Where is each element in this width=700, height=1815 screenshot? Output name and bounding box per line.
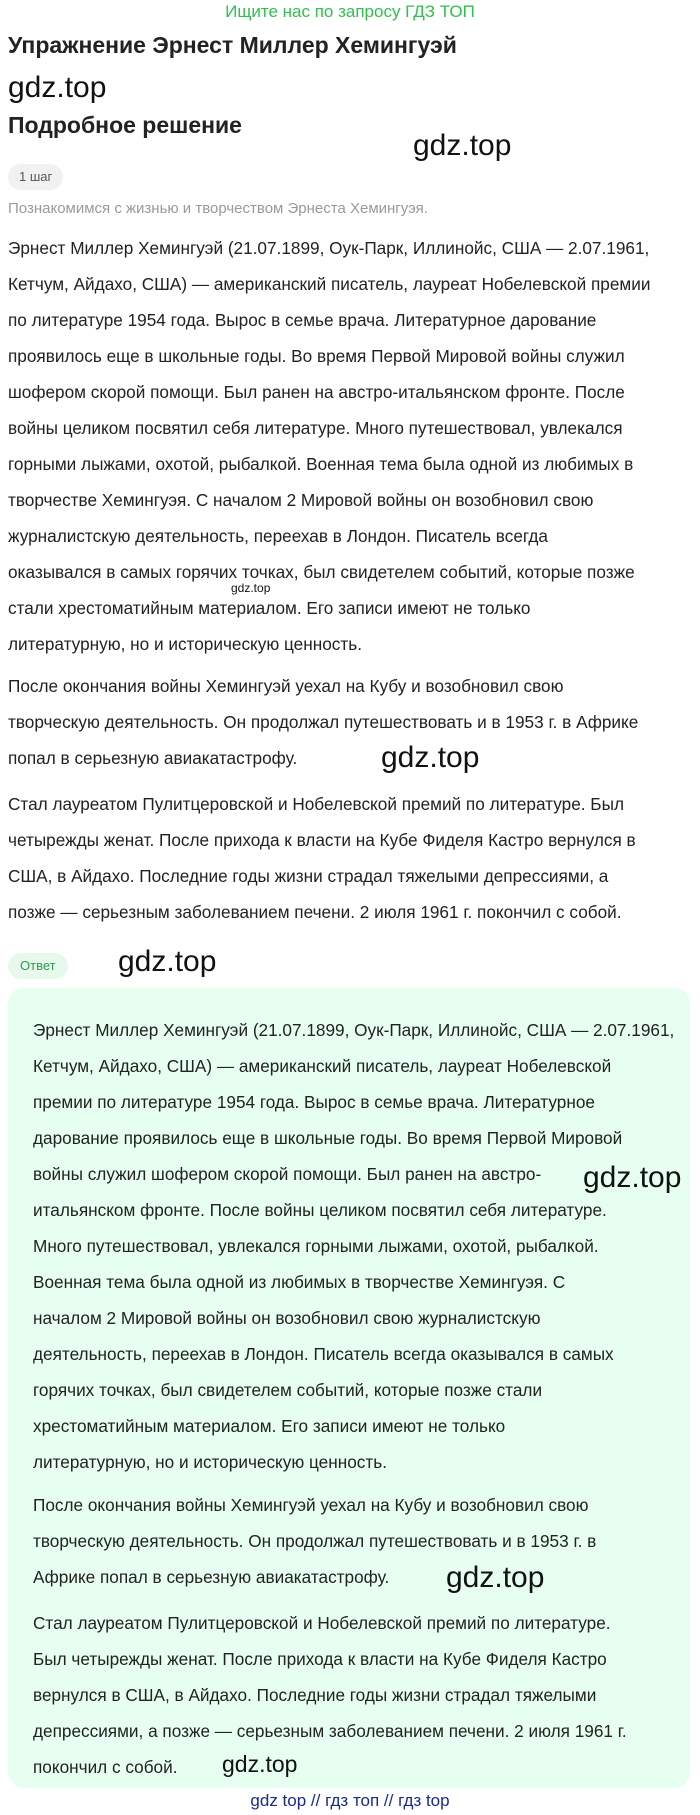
text-line: дарование проявилось еще в школьные годы. Во время Первой Мировой (33, 1128, 623, 1148)
page-title: Упражнение Эрнест Миллер Хемингуэй (8, 32, 457, 58)
text-line: попал в серьезную авиакатастрофу. (8, 748, 298, 768)
text-line: США, в Айдахо. Последние годы жизни страдал тяжелыми депрессиями, а (8, 866, 609, 886)
text-line: литературную, но и историческую ценность. (33, 1452, 387, 1472)
text-line: журналистскую деятельность, переехав в Лондон. Писатель всегда (8, 526, 548, 546)
text-line: четырежды женат. После прихода к власти на Кубе Фиделя Кастро вернулся в (8, 830, 636, 850)
watermark: gdz.top (118, 945, 217, 978)
watermark: gdz.top (446, 1561, 545, 1594)
text-line: Кетчум, Айдахо, США) — американский писатель, лауреат Нобелевской (33, 1056, 612, 1076)
text-line: творчестве Хемингуэя. С началом 2 Мировой войны он возобновил свою (8, 490, 594, 510)
watermark: gdz.top (583, 1161, 682, 1194)
search-banner[interactable]: Ищите нас по запросу ГДЗ ТОП (225, 2, 475, 21)
solution-paragraph-3 (8, 786, 693, 930)
text-line: итальянском фронте. После войны целиком посвятил себя литературе. (33, 1200, 607, 1220)
text-line: позже — серьезным заболеванием печени. 2 июля 1961 г. покончил с собой. (8, 902, 622, 922)
watermark: gdz.top (8, 71, 107, 104)
answer-badge: Ответ (8, 953, 68, 979)
text-line: творческую деятельность. Он продолжал путешествовать и в 1953 г. в (33, 1531, 597, 1551)
solution-heading: Подробное решение (8, 112, 242, 138)
text-line: началом 2 Мировой войны он возобновил свою журналистскую (33, 1308, 541, 1328)
text-line: Был четырежды женат. После прихода к власти на Кубе Фиделя Кастро (33, 1649, 607, 1669)
watermark: gdz.top (413, 129, 512, 162)
text-line: Африке попал в серьезную авиакатастрофу. (33, 1567, 390, 1587)
text-line: После окончания войны Хемингуэй уехал на Кубу и возобновил свою (33, 1495, 589, 1515)
text-line: покончил с собой. (33, 1757, 178, 1777)
text-line: Кетчум, Айдахо, США) — американский писатель, лауреат Нобелевской премии (8, 274, 651, 294)
text-line: шофером скорой помощи. Был ранен на австро-итальянском фронте. После (8, 382, 625, 402)
solution-paragraph-2 (8, 668, 693, 776)
text-line: депрессиями, а позже — серьезным заболеванием печени. 2 июля 1961 г. (33, 1721, 627, 1741)
text-line: деятельность, переехав в Лондон. Писатель всегда оказывался в самых (33, 1344, 614, 1364)
text-line: Много путешествовал, увлекался горными лыжами, охотой, рыбалкой. (33, 1236, 599, 1256)
text-line: После окончания войны Хемингуэй уехал на Кубу и возобновил свою (8, 676, 564, 696)
text-line: оказывался в самых горячих точках, был свидетелем событий, которые позже (8, 562, 635, 582)
step-badge: 1 шаг (8, 164, 63, 190)
text-line: Стал лауреатом Пулитцеровской и Нобелевской премий по литературе. (33, 1613, 611, 1633)
footer-links[interactable]: gdz top // гдз топ // гдз top (250, 1791, 450, 1810)
text-line: творческую деятельность. Он продолжал путешествовать и в 1953 г. в Африке (8, 712, 639, 732)
text-line: премии по литературе 1954 года. Вырос в семье врача. Литературное (33, 1092, 595, 1112)
watermark: gdz.top (381, 741, 480, 774)
text-line: стали хрестоматийным материалом. Его записи имеют не только (8, 598, 531, 618)
text-line: Эрнест Миллер Хемингуэй (21.07.1899, Оук-Парк, Иллинойс, США — 2.07.1961, (8, 238, 650, 258)
text-line: проявилось еще в школьные годы. Во время Первой Мировой войны служил (8, 346, 625, 366)
answer-paragraph-3 (33, 1605, 627, 1785)
text-line: вернулся в США, в Айдахо. Последние годы жизни страдал тяжелыми (33, 1685, 597, 1705)
text-line: Стал лауреатом Пулитцеровской и Нобелевской премий по литературе. Был (8, 794, 624, 814)
intro-text: Познакомимся с жизнью и творчеством Эрнеста Хемингуэя. (8, 200, 428, 217)
text-line: войны служил шофером скорой помощи. Был ранен на австро- (33, 1164, 542, 1184)
text-line: литературную, но и историческую ценность. (8, 634, 362, 654)
text-line: войны целиком посвятил себя литературе. Много путешествовал, увлекался (8, 418, 623, 438)
watermark: gdz.top (222, 1751, 298, 1777)
text-line: Эрнест Миллер Хемингуэй (21.07.1899, Оук-Парк, Иллинойс, США — 2.07.1961, (33, 1020, 675, 1040)
text-line: горными лыжами, охотой, рыбалкой. Военная тема была одной из любимых в (8, 454, 634, 474)
answer-paragraph-1 (33, 1012, 674, 1480)
text-line: горячих точках, был свидетелем событий, которые позже стали (33, 1380, 543, 1400)
text-line: по литературе 1954 года. Вырос в семье врача. Литературное дарование (8, 310, 597, 330)
text-line: Военная тема была одной из любимых в творчестве Хемингуэя. С (33, 1272, 566, 1292)
watermark-small: gdz.top (231, 581, 271, 595)
text-line: хрестоматийным материалом. Его записи имеют не только (33, 1416, 506, 1436)
solution-paragraph-1 (8, 230, 693, 662)
